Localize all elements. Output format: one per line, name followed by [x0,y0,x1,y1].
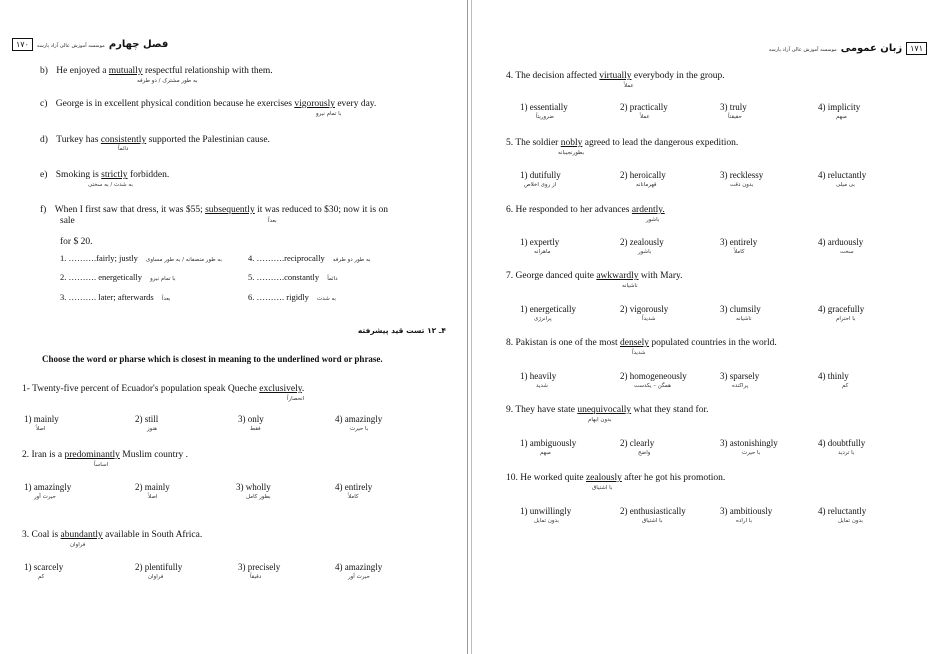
option-gloss: قهرمانانه [636,182,657,188]
option[interactable]: 3) clumsily [720,304,761,314]
option-gloss: اصلاً [36,426,46,432]
right-page-number: ۱۷۱ [906,42,927,55]
option[interactable]: 2) mainly [135,482,170,492]
option[interactable]: 2) clearly [620,438,655,448]
option[interactable]: 1) amazingly [24,482,72,492]
option[interactable]: 1) heavily [520,371,557,381]
option[interactable]: 1) expertly [520,237,560,247]
underlined-word: nobly [560,138,583,148]
option-gloss: مبهم [836,114,847,120]
question-10: 10. He worked quite zealously after he got his promotion. [506,473,726,483]
option-gloss: با اشتیاق [642,518,663,524]
option[interactable]: 1) ambiguously [520,438,577,448]
gloss: عملاً [624,83,634,89]
underlined-word: vigorously [294,99,335,109]
left-page [0,0,466,654]
option-gloss: سخت [840,249,854,255]
option-gloss: دقیقاً [250,574,262,580]
option[interactable]: 2) plentifully [135,562,183,572]
option-gloss: بطور کامل [246,494,271,500]
option-gloss: با اراده [736,518,752,524]
underlined-word: consistently [100,135,147,145]
gloss: بطورنجیبانه [558,150,585,156]
option-gloss: پرانرژی [534,316,552,322]
option[interactable]: 3) precisely [238,562,281,572]
gloss: باشور [646,217,660,223]
option-gloss: اصلاً [148,494,158,500]
option-gloss: ناشیانه [736,316,752,322]
option-gloss: کاملاً [734,249,745,255]
gloss: با اشتیاق [592,485,613,491]
underlined-word: zealously [585,473,622,483]
left-institute-name: موسسه آموزش عالی آزاد پارسه [36,43,105,49]
option-gloss: با احترام [836,316,856,322]
option[interactable]: 1) mainly [24,414,59,424]
option-gloss: کاملاً [348,494,359,500]
right-page [474,0,939,654]
option[interactable]: 1) energetically [520,304,577,314]
matching-row: 2. ………. energetically با تمام نیرو [60,272,176,282]
option-gloss: همگن – یکدست [634,383,672,389]
gloss: انحصاراً [287,396,305,402]
left-page-header [12,34,168,52]
gloss: بعداً [268,218,277,224]
option[interactable]: 4) reluctantly [818,170,867,180]
gloss: ناشیانه [622,283,638,289]
option[interactable]: 3) recklessy [720,170,764,180]
option[interactable]: 3) astonishingly [720,438,778,448]
option[interactable]: 2) practically [620,102,668,112]
option[interactable]: 4) doubtfully [818,438,866,448]
option-gloss: بدون تمایل [534,518,559,524]
option[interactable]: 1) scarcely [24,562,64,572]
option[interactable]: 4) amazingly [335,562,383,572]
option[interactable]: 2) homogeneously [620,371,687,381]
option-gloss: بدون دقت [730,182,754,188]
option[interactable]: 3) wholly [236,482,271,492]
option[interactable]: 3) truly [720,102,747,112]
question-3: 3. Coal is abundantly available in South Africa. [22,530,203,540]
underlined-word: exclusively [259,384,302,394]
exercise-item-d: d) Turkey has consistently supported the Palestinian cause. [40,135,270,145]
question-8: 8. Pakistan is one of the most densely populated countries in the world. [506,338,777,348]
option[interactable]: 4) reluctantly [818,506,867,516]
exercise-item-e: e) Smoking is strictly forbidden. [40,170,170,180]
right-page-title: زبان عمومی [840,43,903,54]
option[interactable]: 2) heroically [620,170,666,180]
exercise-item-b: b) He enjoyed a mutually respectful relationship with them. [40,66,273,76]
exercise-item-f-line3: for $ 20. [60,237,93,247]
option[interactable]: 3) entirely [720,237,758,247]
underlined-word: predominantly [64,450,120,460]
section-title: ۴ـ ۱۲ تست قید پیشرفته [357,326,446,335]
option[interactable]: 4) thinly [818,371,849,381]
gutter-line [467,0,468,654]
question-5: 5. The soldier nobly agreed to lead the dangerous expedition. [506,138,739,148]
underlined-word: subsequently [205,205,255,215]
option-gloss: با تردید [838,450,855,456]
option[interactable]: 4) entirely [335,482,373,492]
option-gloss: ضروریتاً [536,114,554,120]
option-gloss: کم [842,383,849,389]
option[interactable]: 4) gracefully [818,304,865,314]
option[interactable]: 2) enthusiastically [620,506,686,516]
underlined-word: virtually [599,71,632,81]
option-gloss: فقط [250,426,261,432]
matching-row: 3. ………. later; afterwards بعداً [60,292,171,302]
gloss: به طور مشترک / دو طرفه [137,78,198,84]
right-page-header [769,38,927,56]
option-gloss: بی میلی [836,182,855,188]
instruction: Choose the word or pharse which is closest in meaning to the underlined word or phrase. [42,354,383,364]
option-gloss: با حیرت [350,426,369,432]
option-gloss: حیرت آور [34,494,56,500]
option[interactable]: 3) sparsely [720,371,760,381]
question-1: 1- Twenty-five percent of Ecuador's population speak Queche exclusively. [22,384,305,394]
option-gloss: از روی اخلاص [524,182,557,188]
underlined-word: awkwardly [596,271,639,281]
option-gloss: حقیقتاً [728,114,742,120]
question-6: 6. He responded to her advances ardently. [506,205,665,215]
left-chapter-title: فصل چهارم [108,39,169,50]
option[interactable]: 3) ambitiously [720,506,773,516]
option[interactable]: 1) dutifully [520,170,561,180]
option[interactable]: 1) unwillingly [520,506,572,516]
option[interactable]: 2) zealously [620,237,664,247]
book-gutter [466,0,474,654]
option-gloss: حیرت آور [348,574,370,580]
option-gloss: شدیداً [642,316,656,322]
matching-row: 1. ……….fairly; justly به طور منصفانه / به طور مساوی [60,253,222,263]
option-gloss: مبهم [540,450,551,456]
option[interactable]: 4) implicity [818,102,861,112]
option[interactable]: 2) vigorously [620,304,669,314]
option[interactable]: 2) still [135,414,159,424]
underlined-word: densely [620,338,650,348]
question-4: 4. The decision affected virtually everybody in the group. [506,71,725,81]
gloss: فراوان [70,542,86,548]
option-gloss: بدون تمایل [838,518,863,524]
gloss: اساساً [94,462,109,468]
option-gloss: کم [38,574,45,580]
underlined-word: strictly [101,170,128,180]
gloss: با تمام نیرو [316,111,342,117]
exercise-item-f: f) When I first saw that dress, it was $55; subsequently it was reduced to $30; now it is on [40,205,388,215]
option[interactable]: 1) essentially [520,102,568,112]
gloss: شدیداً [632,350,646,356]
underlined-word: abundantly [60,530,103,540]
matching-row: 6. ………. rigidly به شدت [248,292,336,302]
option[interactable]: 3) only [238,414,264,424]
option-gloss: ماهرانه [534,249,551,255]
exercise-item-f-line2: sale [60,216,75,226]
question-2: 2. Iran is a predominantly Muslim country . [22,450,188,460]
question-9: 9. They have state unequivocally what they stand for. [506,405,709,415]
right-institute-name: موسسه آموزش عالی آزاد پارسه [768,47,837,53]
option-gloss: شدید [536,383,548,389]
option-gloss: باشور [638,249,652,255]
option-gloss: عملاً [640,114,650,120]
option-gloss: هنوز [147,426,158,432]
option-gloss: پراکنده [732,383,749,389]
option-gloss: فراوان [148,574,164,580]
option[interactable]: 4) arduously [818,237,864,247]
option-gloss: با حیرت [742,450,761,456]
gutter-line [471,0,472,654]
left-page-number: ۱۷۰ [12,38,33,51]
question-7: 7. George danced quite awkwardly with Mary. [506,271,683,281]
underlined-word: mutually [108,66,143,76]
gloss: به شدت / به سختی [88,182,133,188]
underlined-word: unequivocally [577,405,632,415]
exercise-item-c: c) George is in excellent physical condition because he exercises vigorously every day. [40,99,377,109]
option-gloss: واضح [638,450,651,456]
underlined-word: ardently. [631,205,665,215]
option[interactable]: 4) amazingly [335,414,383,424]
gloss: بدون ابهام [588,417,612,423]
matching-row: 4. ……….reciprocally به طور دو طرفه [248,253,371,263]
matching-row: 5. ……….constantly دائماً [248,272,338,282]
gloss: دائماً [118,146,129,152]
